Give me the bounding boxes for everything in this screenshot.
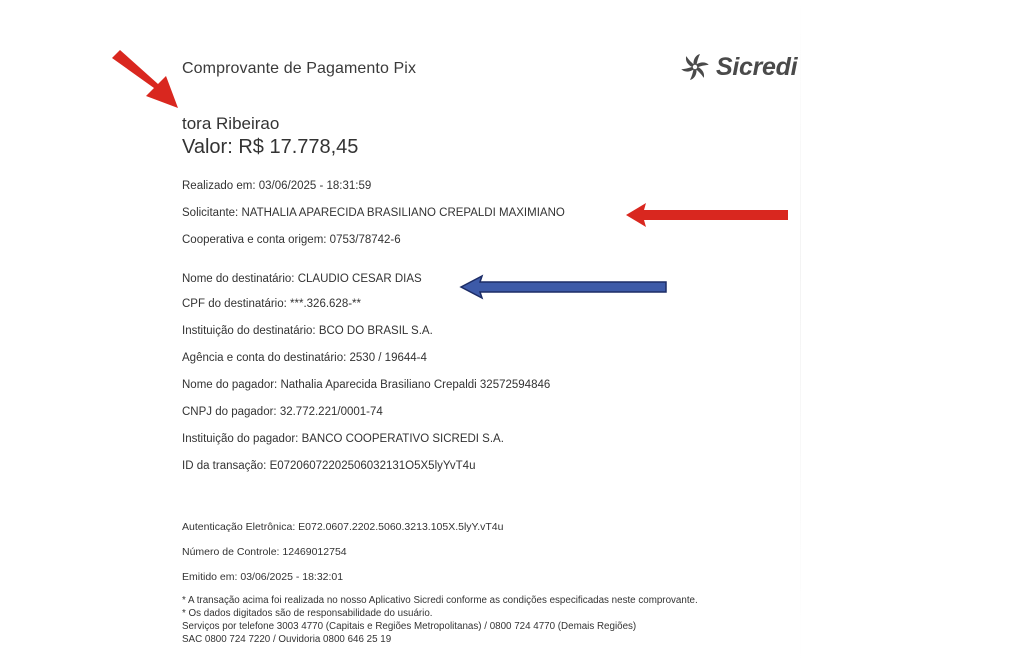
- payment-amount: Valor: R$ 17.778,45: [182, 136, 359, 158]
- arrow-red-left-icon: [624, 201, 792, 229]
- field-nome-destinatario: Nome do destinatário: CLAUDIO CESAR DIAS: [182, 273, 422, 285]
- field-cpf-destinatario: CPF do destinatário: ***.326.628-**: [182, 298, 362, 310]
- field-cnpj-pagador: CNPJ do pagador: 32.772.221/0001-74: [182, 406, 383, 418]
- note-line: Serviços por telefone 3003 4770 (Capitais e Regiões Metropolitanas) / 0800 724 4770 (Demais Regiões): [182, 621, 637, 632]
- field-emitido-em: Emitido em: 03/06/2025 - 18:32:01: [182, 571, 344, 583]
- field-conta-origem: Cooperativa e conta origem: 0753/78742-6: [182, 234, 401, 246]
- sicredi-logo: [680, 50, 797, 84]
- receipt-title: Comprovante de Pagamento Pix: [182, 60, 417, 77]
- arrow-blue-left-icon: [458, 274, 670, 300]
- field-id-transacao: ID da transação: E07206072202506032131O5X5lyYvT4u: [182, 460, 476, 472]
- note-line: SAC 0800 724 7220 / Ouvidoria 0800 646 25 19: [182, 634, 392, 645]
- field-autenticacao: Autenticação Eletrônica: E072.0607.2202.5060.3213.105X.5lyY.vT4u: [182, 521, 504, 533]
- sicredi-wordmark: Sicredi: [716, 52, 798, 81]
- field-nome-pagador: Nome do pagador: Nathalia Aparecida Brasiliano Crepaldi 32572594846: [182, 379, 551, 391]
- field-realizado-em: Realizado em: 03/06/2025 - 18:31:59: [182, 180, 372, 192]
- field-solicitante: Solicitante: NATHALIA APARECIDA BRASILIANO CREPALDI MAXIMIANO: [182, 207, 565, 219]
- note-line: * Os dados digitados são de responsabilidade do usuário.: [182, 608, 433, 619]
- note-line: * A transação acima foi realizada no nosso Aplicativo Sicredi conforme as condições especificadas neste comprovante.: [182, 595, 698, 606]
- field-instituicao-destinatario: Instituição do destinatário: BCO DO BRASIL S.A.: [182, 325, 433, 337]
- sicredi-pinwheel-icon: [680, 52, 710, 82]
- field-agencia-conta-destinatario: Agência e conta do destinatário: 2530 / 19644-4: [182, 352, 427, 364]
- page-edge: [800, 0, 801, 668]
- payee-subject: tora Ribeirao: [182, 114, 280, 133]
- field-instituicao-pagador: Instituição do pagador: BANCO COOPERATIVO SICREDI S.A.: [182, 433, 504, 445]
- field-numero-controle: Número de Controle: 12469012754: [182, 546, 347, 558]
- arrow-red-diagonal-icon: [106, 44, 186, 114]
- receipt-notes: [182, 594, 698, 646]
